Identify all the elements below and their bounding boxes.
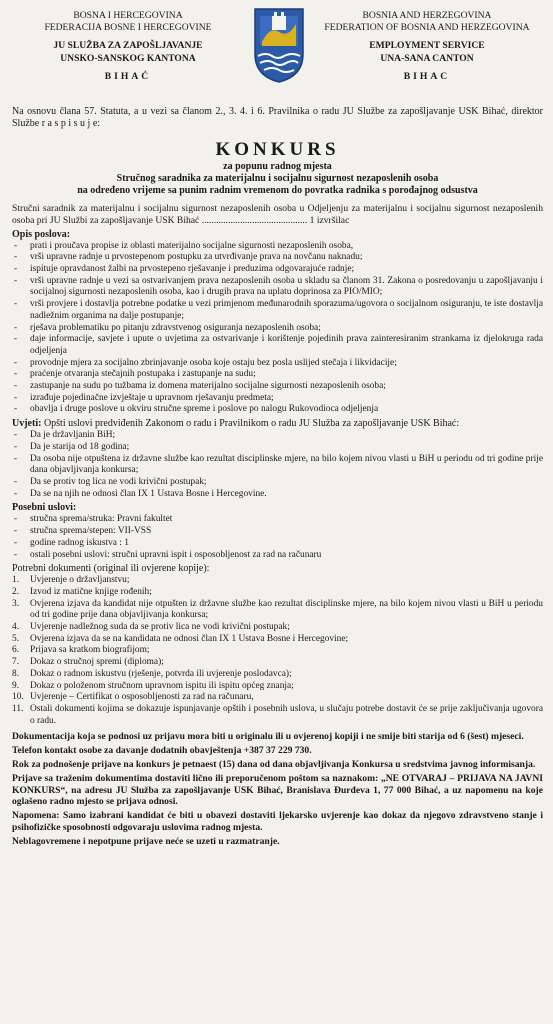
country-name-en: BOSNIA AND HERZEGOVINA [362,10,492,21]
validity-note: Dokumentacija koja se podnosi uz prijavu mora biti u originalu ili u ovjerenoj kopiji i ne smije biti starija od 6 (šest) mjeseci. [12,731,524,743]
subtitle-line: na određeno vrijeme sa punim radnim vremenom do povratka radnika s porođajnog odsustva [77,184,478,196]
list-item: 7. Dokaz o stručnoj spremi (diploma); [12,657,164,668]
list-item: 11. Ostali dokumenti kojima se dokazuje ispunjavanje opštih i posebnih uslova, u slučaju potrebe dostavit će se prije zaključivanja ugovora o radu. [12,703,543,726]
canton-name: UNSKO-SANSKOG KANTONA [60,52,196,64]
documents-list [12,575,543,727]
list-item: 1. Uvjerenje o državljanstvu; [12,575,130,586]
list-item: 8. Dokaz o radnom iskustvu (rješenje, potvrda ili uvjerenje poslodavca); [12,668,292,679]
city-name-en: BIHAC [403,70,451,82]
list-item: - Da osoba nije otpuštena iz državne službe kao rezultat disciplinske mjere, na bilo kojem nivou vlasti u BiH u periodu od tri godine prije dana objavljivanja konkursa; [12,454,543,477]
list-item: - izrađuje pojedinačne izvještaje u upravnom rješavanju predmeta; [12,393,543,405]
list-item: - ispituje opravdanost žalbi na prvostepeno rješavanje i preduzima odgovarajuće radnje; [12,264,543,276]
list-item: - Da je državljanin BiH; [12,430,543,442]
subtitle-line: za popunu radnog mjesta [223,160,332,172]
letterhead-right [311,10,543,83]
special-conditions-list [12,514,543,561]
list-item: 9. Dokaz o položenom stručnom upravnom ispitu ili ispitu općeg znanja; [12,680,294,691]
list-item: 5. Ovjerena izjava da se na kandidata ne odnosi član IX 1 Ustava Bosne i Hercegovine; [12,633,349,644]
list-item: - Da je starija od 18 godina; [12,442,543,454]
list-item: - stručna sprema/stepen: VII-VSS [12,526,543,538]
list-item: - daje informacije, savjete i upute o uvjetima za ostvarivanje i korištenje pojedinih prava zainteresiranim strankama iz djelokruga rada odjeljenja [12,334,543,357]
list-item: 2. Izvod iz matične knjige rođenih; [12,586,152,597]
conditions-line [12,418,543,430]
list-item: - zastupanje na sudu po tužbama iz domena materijalno socijalne sigurnosti nezaposlenih osoba; [12,381,543,393]
intro-paragraph: Na osnovu člana 57. Statuta, a u vezi sa članom 2., 3. 4. i 6. Pravilnika o radu JU Službe za zapošljavanje USK Bihać, direktor Službe r a s p i s u j e: [12,106,543,130]
institution-name-en: EMPLOYMENT SERVICE [369,40,485,52]
subtitle-line: Stručnog saradnika za materijalnu i socijalnu sigurnost nezaposlenih osoba [116,172,439,184]
list-item: - Da se na njih ne odnosi član IX 1 Ustava Bosne i Hercegovine. [12,489,543,501]
list-item: - vrši upravne radnje u prvostepenom postupku za utvrđivanje prava na novčanu naknadu; [12,252,543,264]
conditions-lead: Opšti uslovi predviđenih Zakonom o radu i Pravilnikom o radu JU Služba za zapošljavanje USK Bihać: [43,418,460,430]
conditions-list [12,430,543,500]
list-item: - provodnje mjera za socijalno zbrinjavanje osoba koje ostaju bez posla uslijed stečaja i likvidacije; [12,358,543,370]
list-item: - stručna sprema/struka: Pravni fakultet [12,514,543,526]
list-item: - godine radnog iskustva : 1 [12,538,543,550]
document-subtitle [12,161,543,197]
city-name: BIHAĆ [104,70,152,82]
federation-name-en: FEDERATION OF BOSNIA AND HERZEGOVINA [324,22,530,34]
list-item: - obavlja i druge poslove u okviru stručne spreme i poslove po nalogu Rukovodioca odjeljenja [12,404,543,416]
contact-phone: Telefon kontakt osobe za davanje dodatnih obavještenja +387 37 229 730. [12,745,312,757]
late-applications-note: Neblagovremene i nepotpune prijave neće se uzeti u razmatranje. [12,835,280,847]
duties-heading: Opis poslova: [12,228,71,240]
documents-heading: Potrebni dokumenti (original ili ovjerene kopije): [12,563,210,575]
list-item: - vrši upravne radnje u vezi sa ostvarivanjem prava nezaposlenih osoba u skladu sa članom 31. Zakona o posredovanju u zapošljavanju i socijalnoj sigurnosti nezaposlenih osoba, kao i drugih prava na uplatu doprinosa za PIO/MIO; [12,276,543,299]
medical-note: Napomena: Samo izabrani kandidat će biti u obavezi dostaviti ljekarsko uvjerenje kao dokaz da njegovo zdravstveno stanje i psihofizičke sposobnosti odgovaraju uslovima radnog mjesta. [12,810,543,833]
deadline-note: Rok za podnošenje prijave na konkurs je petnaest (15) dana od dana objavljivanja Konkursa u sredstvima javnog informisanja. [12,758,536,770]
submission-address: Prijave sa traženim dokumentima dostaviti lično ili preporučenom poštom sa naznakom: „NE OTVARAJ – PRIJAVA NA JAVNI KONKURS“, na adresu JU Služba za zapošljavanje USK Bihać, Branislava Đurđeva 1, 77 000 Bihać, a uz napomenu na koje oglašeno radno mjesto se prijava odnosi. [12,772,543,808]
list-item: 3. Ovjerena izjava da kandidat nije otpušten iz državne službe kao rezultat disciplinske mjere, na bilo kojem nivou vlasti u BiH u periodu od tri godine prije dana objavljivanja konkursa; [12,598,543,621]
list-item: - prati i proučava propise iz oblasti materijalno socijalne sigurnosti nezaposlenih osoba, [12,241,543,253]
position-description: Stručni saradnik za materijalnu i socijalnu sigurnost nezaposlenih osoba u Odjeljenju za materijalnu i socijalnu sigurnost nezaposlenih osoba pri JU Službi za zapošljavanje USK Bihać ............................................ 1 izvršilac [12,202,543,226]
country-name: BOSNA I HERCEGOVINA [73,10,183,21]
special-conditions-heading: Posebni uslovi: [12,502,77,514]
conditions-heading: Uvjeti: [12,418,42,430]
list-item: - rješava problematiku po pitanju zdravstvenog osiguranja nezaposlenih osoba; [12,323,543,335]
federation-name: FEDERACIJA BOSNE I HERCEGOVINE [44,22,212,34]
list-item: 6. Prijava sa kratkom biografijom; [12,645,150,656]
una-sana-crest-icon [252,6,306,84]
list-item: - praćenje otvaranja stečajnih postupaka i zastupanje na sudu; [12,369,543,381]
letterhead [12,6,543,106]
list-item: 10. Uvjerenje – Certifikat o osposobljenosti za rad na računaru, [12,692,254,703]
list-item: - ostali posebni uslovi: stručni upravni ispit i osposobljenost za rad na računaru [12,550,543,562]
institution-name: JU SLUŽBA ZA ZAPOŠLJAVANJE [53,40,203,52]
letterhead-left [12,10,244,83]
document-title: KONKURS [215,138,340,160]
list-item: - vrši provjere i dostavlja potrebne podatke u vezi primjenom međunarodnih sporazuma/ugovora o socijalnom osiguranju, te iste dostavlja nadležnim organima na dalje postupanje; [12,299,543,322]
list-item: - Da se protiv tog lica ne vodi krivični postupak; [12,477,543,489]
duties-list [12,241,543,417]
canton-name-en: UNA-SANA CANTON [380,52,474,64]
list-item: 4. Uvjerenje nadležnog suda da se protiv lica ne vodi krivični postupak; [12,622,290,633]
